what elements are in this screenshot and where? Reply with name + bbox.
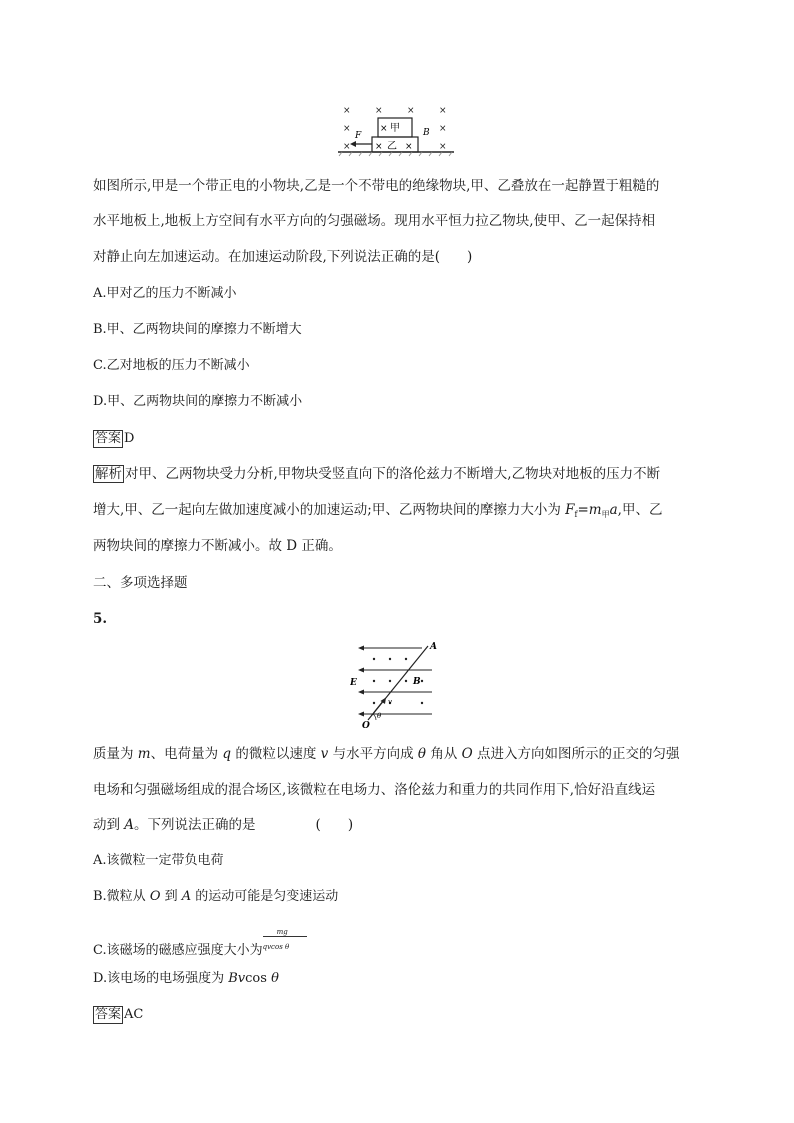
q4-stem-line2: 水平地板上,地板上方空间有水平方向的匀强磁场。现用水平恒力拉乙物块,使甲、乙一起保持相 [93, 213, 656, 229]
field-cross: × [407, 106, 415, 116]
label-A: A [430, 642, 437, 652]
label-O: O [362, 721, 370, 728]
q5-answer [93, 1006, 713, 1024]
mass-subscript: 甲 [601, 510, 610, 519]
q4-analysis-line2 [93, 501, 713, 524]
q5-stem-line2: 电场和匀强磁场组成的混合场区,该微粒在电场力、洛伦兹力和重力的共同作用下,恰好沿直线运 [93, 782, 656, 798]
friction-subscript: f [574, 510, 578, 519]
mass-symbol: m [588, 502, 602, 518]
q5-option-c: C.该磁场的磁感应强度大小为 $\frac{mg}{\text{qvcos θ}}$ [93, 938, 713, 960]
magnetic-field-blocks-figure [330, 100, 460, 160]
label-E: E [350, 678, 357, 688]
q4-analysis-line3: 两物块间的摩擦力不断减小。故 D 正确。 [93, 538, 342, 554]
answer-tag: 答案 [95, 1007, 122, 1022]
field-cross: × [343, 142, 351, 152]
field-cross: × [343, 106, 351, 116]
field-cross: × [439, 142, 447, 152]
field-cross: × [375, 106, 383, 116]
q4-stem-line1: 如图所示,甲是一个带正电的小物块,乙是一个不带电的绝缘物块,甲、乙叠放在一起静置于粗糙的 [93, 178, 660, 194]
accel-symbol: a [609, 502, 618, 518]
block-jia-cross: × [380, 124, 388, 134]
answer-value: AC [124, 1007, 144, 1022]
fraction-expression: $\frac{mg}{\text{qvcos θ}}$ [263, 938, 309, 956]
q4-option-b: B.甲、乙两物块间的摩擦力不断增大 [93, 322, 302, 337]
q5-stem-line3: 动到 A。下列说法正确的是 ( ) [93, 817, 354, 833]
block-jia-label: 甲 [390, 123, 400, 134]
q5-stem-line1: 质量为 m、电荷量为 q 的微粒以速度 v 与水平方向成 θ 角从 O 点进入方向如图所示的正交的匀强 [93, 746, 680, 762]
analysis-text: 对甲、乙两物块受力分析,甲物块受竖直向下的洛伦兹力不断增大,乙物块对地板的压力不断 [125, 466, 661, 482]
q5-number: 5. [93, 611, 108, 627]
label-B: B [413, 677, 421, 687]
force-label: F [355, 131, 362, 141]
analysis-text: 增大,甲、乙一起向左做加速度减小的加速运动;甲、乙两物块间的摩擦力大小为 [93, 502, 566, 518]
q4-option-a: A.甲对乙的压力不断减小 [93, 286, 237, 301]
q5-option-b: B.微粒从 O 到 A 的运动可能是匀变速运动 [93, 889, 339, 904]
block-yi-cross: × [375, 142, 383, 152]
friction-symbol: F [565, 502, 575, 518]
field-cross: × [439, 124, 447, 134]
section-title: 二、多项选择题 [93, 575, 188, 591]
q4-stem-line3: 对静止向左加速运动。在加速运动阶段,下列说法正确的是( ) [93, 249, 473, 265]
equals-sign: = [577, 502, 589, 518]
crossed-field-figure [350, 640, 450, 728]
block-yi-cross: × [405, 142, 413, 152]
q4-option-c: C.乙对地板的压力不断减小 [93, 358, 250, 373]
field-cross: × [439, 106, 447, 116]
q5-option-d: D.该电场的电场强度为 Bvcos θ [93, 971, 279, 986]
field-cross: × [343, 124, 351, 134]
q4-option-d: D.甲、乙两物块间的摩擦力不断减小 [93, 394, 303, 409]
analysis-text: ,甲、乙 [617, 502, 663, 518]
analysis-tag: 解析 [95, 466, 122, 482]
label-theta: θ [377, 712, 382, 720]
q4-analysis-line1 [93, 465, 713, 483]
q5-option-a: A.该微粒一定带负电荷 [93, 853, 224, 868]
force-arrow-head [350, 141, 356, 147]
answer-tag: 答案 [95, 431, 122, 446]
answer-value: D [124, 431, 135, 446]
field-label: B [423, 128, 430, 138]
block-yi-label: 乙 [387, 141, 397, 152]
label-v: v [388, 698, 392, 706]
q4-answer [93, 430, 713, 448]
angle-arc [373, 714, 376, 720]
